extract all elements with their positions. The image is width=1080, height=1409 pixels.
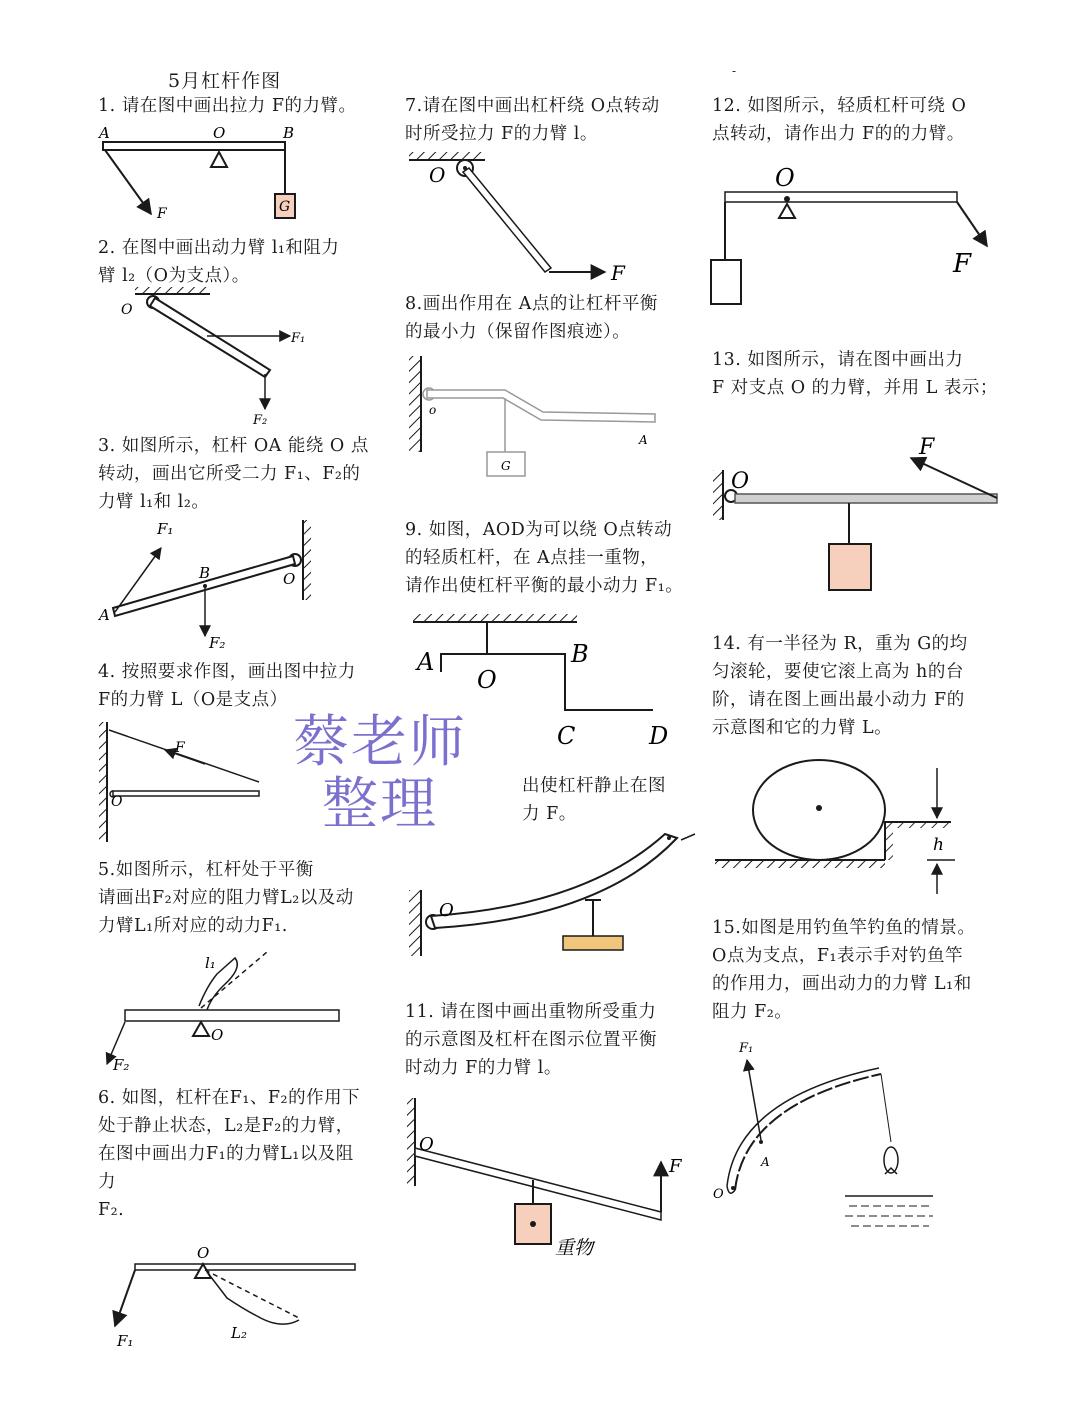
question-11-text: 11. 请在图中画出重物所受重力 的示意图及杠杆在图示位置平衡 时动力 F的力臂 l。	[405, 1002, 657, 1078]
lever-bar	[735, 494, 997, 503]
label-A: A	[417, 648, 435, 676]
label-O: O	[419, 1134, 434, 1155]
question-12-figure	[705, 160, 1005, 310]
label-O: O	[197, 1244, 210, 1262]
label-O: O	[477, 666, 497, 694]
label-F1: F₁	[157, 520, 174, 538]
question-8-figure	[405, 352, 665, 482]
label-G: G	[501, 459, 511, 473]
label-F: F	[669, 1156, 682, 1177]
label-B: B	[283, 124, 295, 142]
ground-hatch	[715, 860, 885, 868]
label-O: O	[213, 124, 226, 142]
label-weight: 重物	[555, 1237, 594, 1259]
label-F: F	[919, 435, 935, 460]
label-O: o	[429, 403, 437, 417]
fishing-rod	[735, 1074, 881, 1190]
question-2-text: 2. 在图中画出动力臂 l₁和阻力 臂 l₂（O为支点）。	[98, 238, 340, 286]
force-arrow	[911, 458, 997, 498]
ceiling-hatch	[135, 287, 210, 294]
ceiling-hatch	[413, 614, 577, 622]
lever-bar	[431, 834, 677, 928]
lever-bar	[113, 791, 259, 796]
label-F1: F₁	[739, 1041, 754, 1056]
wall-hatch	[409, 890, 421, 956]
label-O: O	[283, 570, 296, 588]
question-10-figure	[405, 826, 705, 966]
lever-bar	[150, 298, 270, 377]
question-14-figure	[705, 760, 985, 890]
wall-hatch	[99, 722, 107, 842]
label-B: B	[571, 640, 589, 668]
label-C: C	[557, 722, 576, 750]
label-F2: F₂	[209, 634, 226, 652]
weight-bar	[563, 936, 623, 950]
question-3-figure	[95, 516, 325, 656]
label-B: B	[199, 564, 211, 582]
question-12-text: 12. 如图所示，轻质杠杆可绕 O 点转动，请作出力 F的的力臂。	[712, 96, 967, 144]
question-6-text: 6. 如图，杠杆在F₁、F₂的作用下 处于静止状态，L₂是F₂的力臂， 在图中画出力F₁的力臂L₁以及阻 力 F₂.	[98, 1088, 361, 1220]
question-10-text: 出使杠杆静止在图 力 F。	[522, 776, 666, 824]
question-5-text: 5.如图所示，杠杆处于平衡 请画出F₂对应的阻力臂L₂以及动 力臂L₁所对应的动力F₁.	[98, 860, 354, 936]
question-13-figure	[705, 432, 1015, 602]
watermark-line-2: 整理	[322, 772, 438, 837]
question-9-text: 9. 如图，AOD为可以绕 O点转动 的轻质杠杆，在 A点挂一重物， 请作出使杠杆平衡的最小动力 F₁。	[405, 520, 684, 596]
label-F1: F₁	[117, 1332, 134, 1350]
watermark	[290, 712, 470, 836]
ceiling-hatch	[409, 152, 485, 160]
label-O: O	[111, 794, 123, 810]
lever-bar	[103, 142, 285, 150]
label-A: A	[639, 433, 648, 447]
label-l1: l₁	[205, 954, 216, 972]
label-F: F	[175, 740, 185, 756]
label-O: O	[439, 900, 454, 921]
question-8-text: 8.画出作用在 A点的让杠杆平衡 的最小力（保留作图痕迹）。	[405, 294, 658, 342]
label-O: O	[211, 1026, 224, 1044]
question-14-text: 14. 有一半径为 R，重为 G的均 匀滚轮，要使它滚上高为 h的台 阶，请在图上画出最小动力 F的 示意图和它的力臂 L。	[712, 634, 968, 738]
question-1-figure	[95, 122, 315, 232]
question-6-figure	[95, 1240, 365, 1360]
force-arrow	[105, 150, 151, 214]
label-O: O	[713, 1187, 724, 1202]
label-F: F	[611, 261, 625, 285]
question-13-text: 13. 如图所示，请在图中画出力 F 对支点 O 的力臂，并用 L 表示；	[712, 350, 998, 398]
wall-hatch	[713, 470, 723, 520]
question-11-figure	[405, 1094, 695, 1274]
question-7-text: 7.请在图中画出杠杆绕 O点转动 时所受拉力 F的力臂 l。	[405, 96, 660, 144]
fulcrum-triangle	[779, 204, 795, 218]
question-15-figure	[705, 1034, 955, 1234]
question-7-figure	[405, 148, 645, 288]
label-L2: L₂	[231, 1324, 247, 1342]
label-F: F	[157, 206, 167, 222]
weight-block	[829, 544, 871, 590]
question-4-figure	[95, 718, 275, 848]
wall-hatch	[409, 356, 421, 452]
label-F1: F₁	[291, 331, 306, 346]
label-D: D	[649, 722, 669, 750]
fishing-line	[881, 1074, 891, 1142]
label-A: A	[99, 606, 110, 624]
lever-bar	[427, 390, 655, 422]
force-arrow	[165, 750, 205, 764]
question-15-text: 15.如图是用钓鱼竿钓鱼的情景。 O点为支点，F₁表示手对钓鱼竿 的作用力，画出动力的力臂 L₁和 阻力 F₂。	[712, 918, 976, 1022]
stray-mark: -	[732, 64, 737, 78]
fulcrum-triangle	[193, 1022, 209, 1036]
weight-block	[711, 260, 741, 304]
dashed-line	[205, 1270, 299, 1318]
watermark-line-1: 蔡老师	[293, 710, 467, 775]
label-A: A	[761, 1155, 770, 1169]
label-O: O	[775, 164, 795, 192]
wall-hatch	[303, 520, 311, 600]
label-F: F	[953, 249, 972, 279]
question-1-text: 1. 请在图中画出拉力 F的力臂。	[98, 96, 357, 116]
label-h: h	[933, 835, 944, 855]
question-3-text: 3. 如图所示，杠杆 OA 能绕 O 点 转动，画出它所受二力 F₁、F₂的 力臂 l₁和 l₂。	[98, 436, 369, 512]
label-O: O	[121, 302, 133, 318]
label-F2: F₂	[253, 413, 268, 428]
lever-bar	[135, 1264, 355, 1270]
question-2-figure	[95, 284, 325, 434]
lever-bar	[463, 168, 551, 272]
label-O: O	[429, 163, 446, 187]
question-5-figure	[95, 946, 355, 1076]
page-title: 5月杠杆作图	[168, 70, 282, 92]
fulcrum-triangle	[211, 152, 227, 167]
force-arrow	[957, 202, 987, 246]
label-G: G	[279, 199, 291, 215]
lever-bar	[441, 654, 653, 710]
lever-bar	[725, 192, 957, 202]
force-f1-arrow	[115, 1270, 135, 1326]
label-O: O	[731, 469, 750, 494]
label-F2: F₂	[113, 1056, 130, 1074]
fish	[884, 1147, 898, 1173]
question-4-text: 4. 按照要求作图，画出图中拉力 F的力臂 L（O是支点）	[98, 662, 356, 710]
label-A: A	[99, 124, 110, 142]
brace	[207, 1272, 299, 1324]
wall-hatch	[407, 1098, 415, 1186]
lever-bar	[125, 1010, 339, 1021]
